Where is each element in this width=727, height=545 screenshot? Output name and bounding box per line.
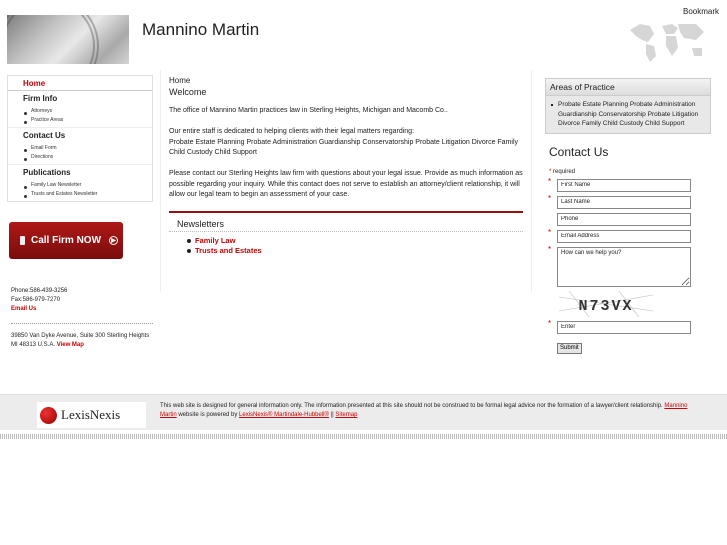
intro-paragraph: The office of Mannino Martin practices law in Sterling Heights, Michigan and Macomb Co..: [169, 107, 448, 114]
required-star: *: [548, 176, 552, 186]
newsletters-list: [169, 232, 523, 256]
submit-row: [545, 343, 711, 359]
firm-info-submenu: [8, 105, 152, 127]
message-textarea[interactable]: [557, 247, 691, 287]
view-map-link[interactable]: View Map: [56, 342, 84, 348]
call-firm-now-button[interactable]: [9, 222, 123, 259]
required-star: *: [548, 318, 552, 328]
nav-email-form[interactable]: Email Form: [24, 144, 152, 153]
message-row: [545, 244, 711, 290]
breadcrumb[interactable]: Home: [169, 76, 191, 85]
nav-attorneys[interactable]: Attorneys: [24, 107, 152, 116]
required-star: *: [548, 193, 552, 203]
publications-submenu: [8, 179, 152, 201]
newsletter-family-law-link[interactable]: Family Law: [187, 236, 523, 246]
required-star: *: [548, 227, 552, 237]
first-name-field[interactable]: [557, 179, 691, 192]
fax-number: Fax:586-979-7270: [11, 297, 61, 303]
captcha-enter-row: [545, 318, 711, 337]
world-map-icon: [626, 16, 708, 64]
bookmark-link[interactable]: Bookmark: [682, 7, 719, 16]
required-label: required: [553, 168, 576, 175]
captcha-image: [559, 291, 653, 317]
main-content: [160, 70, 532, 292]
last-name-field[interactable]: [557, 196, 691, 209]
contact-form-title: Contact Us: [549, 144, 609, 159]
nav-trusts-estates-newsletter[interactable]: Trusts and Estates Newsletter: [24, 190, 152, 199]
nav-publications[interactable]: Publications: [8, 164, 152, 179]
phone-icon: [20, 236, 25, 245]
phone-row: [545, 213, 711, 229]
call-button-label: Call Firm NOW: [31, 235, 102, 246]
sitemap-link[interactable]: Sitemap: [335, 412, 358, 418]
lexisnexis-logo-icon: [40, 407, 57, 424]
right-sidebar: [545, 78, 711, 360]
address: 39850 Van Dyke Avenue, Suite 300 Sterling Heights MI 48313 U.S.A.: [11, 333, 150, 348]
staff-paragraph: [169, 127, 523, 159]
footer-firm-link[interactable]: Mannino Martin: [160, 403, 688, 418]
header-dome-image: [7, 15, 129, 64]
left-column: [7, 75, 153, 348]
powered-by-link[interactable]: LexisNexis® Martindale-Hubbell®: [239, 412, 329, 418]
areas-of-practice-title: Areas of Practice: [546, 79, 710, 96]
lexisnexis-logo[interactable]: [37, 402, 146, 428]
contact-paragraph: Please contact our Sterling Heights law firm with questions about your legal issue. Provide as much information as possible regarding your inquiry. While this contact does not serve to establish an attorney/client relationship, it will allow our legal team to begin an assessment of your case.: [169, 170, 523, 198]
email-us-link[interactable]: Email Us: [11, 306, 37, 312]
nav-home[interactable]: Home: [8, 76, 152, 91]
footer-separator: ||: [330, 412, 334, 418]
newsletters-title: Newsletters: [169, 213, 523, 232]
nav-family-law-newsletter[interactable]: Family Law Newsletter: [24, 181, 152, 190]
contact-submenu: [8, 142, 152, 164]
disclaimer-text: This web site is designed for general information only. The information presented at this site should not be construed to be formal legal advice nor the formation of a lawyer/client relationship.: [160, 403, 663, 409]
nav-contact-us[interactable]: Contact Us: [8, 127, 152, 142]
staff-paragraph-line1: Our entire staff is dedicated to helping clients with their legal matters regarding:: [169, 128, 414, 135]
email-field[interactable]: [557, 230, 691, 243]
phone-field[interactable]: [557, 213, 691, 226]
required-note: * required: [549, 168, 576, 175]
nav-directions[interactable]: Directions: [24, 153, 152, 162]
left-nav: [7, 75, 153, 202]
email-row: [545, 227, 711, 246]
captcha-input[interactable]: [557, 321, 691, 334]
last-name-row: [545, 193, 711, 212]
areas-of-practice-list[interactable]: Probate Estate Planning Probate Administration Guardianship Conservatorship Probate Litigation Divorce Family Child Custody Child Support: [546, 96, 710, 133]
staff-paragraph-line2: Probate Estate Planning Probate Administration Guardianship Conservatorship Probate Litigation Divorce Family Child Custody Child Support: [169, 138, 519, 156]
captcha-row: [545, 291, 711, 320]
powered-by-text: website is powered by: [178, 412, 238, 418]
footer-strip: [0, 434, 727, 439]
welcome-text: [169, 106, 523, 201]
first-name-row: [545, 176, 711, 195]
phone-number: Phone:586-439-3256: [11, 288, 68, 294]
divider: [11, 323, 153, 324]
nav-firm-info[interactable]: Firm Info: [23, 94, 58, 103]
newsletter-trusts-estates-link[interactable]: Trusts and Estates: [187, 246, 523, 256]
page-title: Welcome: [169, 87, 207, 97]
arrow-right-icon: ▶: [109, 236, 118, 245]
contact-info: [11, 287, 157, 350]
nav-practice-areas[interactable]: Practice Areas: [24, 116, 152, 125]
captcha-text: N73VX: [578, 297, 634, 315]
required-star: *: [548, 244, 552, 254]
site-title: Mannino Martin: [142, 20, 260, 39]
areas-of-practice-box: [545, 78, 711, 134]
lexisnexis-logo-text: LexisNexis: [61, 407, 121, 422]
footer: [0, 394, 727, 430]
footer-disclaimer: [160, 402, 705, 420]
header: [0, 0, 727, 68]
submit-button[interactable]: Submit: [557, 343, 582, 354]
